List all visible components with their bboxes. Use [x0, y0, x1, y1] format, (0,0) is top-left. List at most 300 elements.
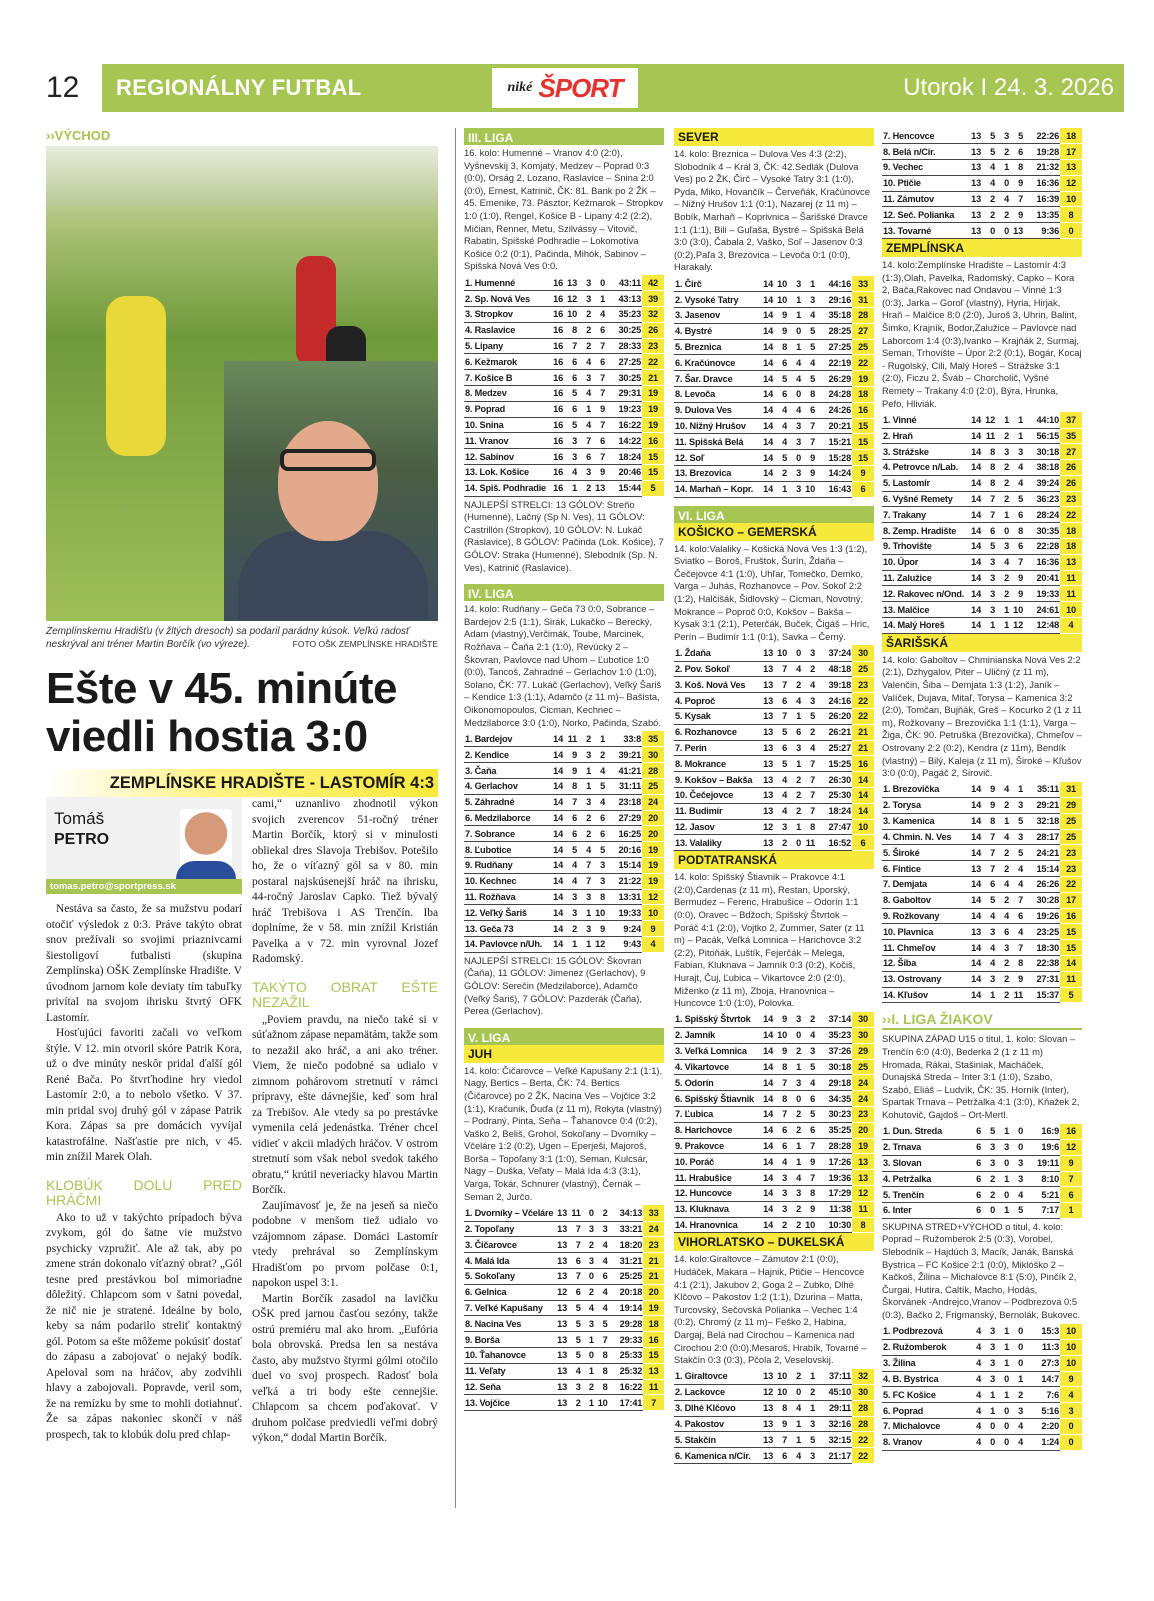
standings-row: [674, 709, 874, 725]
cell-points: 17: [1060, 144, 1082, 160]
standings-row: [674, 1138, 874, 1154]
cell-team: 3. Slovan: [882, 1155, 968, 1171]
cell-score: 27:29: [606, 810, 642, 826]
cell-points: 0: [1060, 1434, 1082, 1450]
standings-row: [882, 570, 1082, 586]
cell-points: 1: [1060, 1203, 1082, 1219]
cell-wins: 1: [774, 481, 788, 497]
cell-team: 9. Prakovce: [674, 1138, 760, 1154]
cell-wins: 9: [774, 323, 788, 339]
cell-played: 14: [760, 1043, 774, 1059]
cell-team: 7. Perín: [674, 740, 760, 756]
cell-draws: 4: [996, 782, 1010, 798]
cell-draws: 4: [788, 1400, 802, 1416]
cell-losses: 2: [802, 1012, 816, 1028]
cell-score: 22:28: [1024, 539, 1060, 555]
cell-wins: 3: [982, 1339, 996, 1355]
cell-team: 6. Poprad: [882, 1403, 968, 1419]
standings-row: [674, 1448, 874, 1464]
issue-date: Utorok I 24. 3. 2026: [903, 74, 1114, 101]
cell-wins: 12: [564, 291, 578, 307]
cell-score: 20:21: [816, 418, 852, 434]
cell-team: 5. Odorín: [674, 1075, 760, 1091]
standings-row: [674, 1075, 874, 1091]
league-column-1: [464, 128, 664, 1411]
cell-score: 34:35: [816, 1091, 852, 1107]
standings-row: [674, 1154, 874, 1170]
standings-row: [882, 191, 1082, 207]
cell-played: 4: [968, 1434, 982, 1450]
cell-points: 26: [1060, 475, 1082, 491]
cell-score: 29:11: [816, 1400, 852, 1416]
cell-losses: 8: [1010, 523, 1024, 539]
cell-wins: 1: [564, 480, 578, 496]
cell-played: 13: [760, 1448, 774, 1464]
cell-losses: 6: [802, 1091, 816, 1107]
league-block: [674, 498, 874, 852]
group-title: JUH: [464, 1045, 664, 1063]
cell-losses: 2: [1010, 1387, 1024, 1403]
cell-points: 15: [852, 418, 874, 434]
cell-points: 15: [1060, 924, 1082, 940]
cell-wins: 6: [564, 826, 578, 842]
cell-score: 30:23: [816, 1107, 852, 1123]
cell-played: 16: [550, 480, 564, 496]
cell-wins: 7: [568, 1268, 582, 1284]
cell-team: 11. Vranov: [464, 433, 550, 449]
cell-draws: 0: [788, 450, 802, 466]
cell-played: 14: [968, 554, 982, 570]
cell-losses: 6: [592, 354, 606, 370]
league-column-3: [882, 128, 1082, 1451]
cell-played: 14: [760, 418, 774, 434]
standings-row: [882, 1155, 1082, 1171]
cell-losses: 5: [1010, 813, 1024, 829]
league-block: [464, 576, 664, 1018]
cell-team: 10. Poráč: [674, 1154, 760, 1170]
cell-points: 13: [1060, 160, 1082, 176]
cell-score: 10:30: [816, 1217, 852, 1233]
cell-losses: 4: [592, 307, 606, 323]
cell-draws: 1: [996, 412, 1010, 428]
cell-points: 23: [852, 677, 874, 693]
cell-losses: 5: [802, 339, 816, 355]
standings-row: [674, 276, 874, 292]
cell-team: 7. Michalovce: [882, 1418, 968, 1434]
cell-team: 1. Podbrezová: [882, 1324, 968, 1340]
cell-points: 18: [1060, 539, 1082, 555]
cell-wins: 7: [982, 861, 996, 877]
cell-wins: 12: [982, 412, 996, 428]
cell-wins: 6: [774, 355, 788, 371]
standings-row: [464, 1221, 664, 1237]
standings-row: [674, 1416, 874, 1432]
cell-wins: 2: [982, 207, 996, 223]
standings-row: [882, 460, 1082, 476]
cell-wins: 7: [982, 829, 996, 845]
cell-points: 19: [642, 857, 664, 873]
cell-points: 20: [643, 1284, 664, 1300]
standings-row: [674, 481, 874, 497]
cell-losses: 0: [1010, 1324, 1024, 1340]
cell-played: 14: [760, 308, 774, 324]
cell-losses: 11: [802, 835, 816, 851]
cell-team: 8. Levoča: [674, 387, 760, 403]
cell-losses: 0: [1010, 1139, 1024, 1155]
cell-losses: 11: [1010, 987, 1024, 1003]
standings-row: [882, 475, 1082, 491]
cell-draws: 4: [996, 877, 1010, 893]
cell-played: 14: [760, 1091, 774, 1107]
cell-played: 13: [760, 740, 774, 756]
cell-losses: 6: [592, 433, 606, 449]
cell-score: 19:11: [1024, 1155, 1060, 1171]
cell-points: 32: [642, 307, 664, 323]
standings-row: [882, 877, 1082, 893]
cell-played: 13: [760, 772, 774, 788]
cell-team: 4. Raslavice: [464, 322, 550, 338]
cell-score: 18:24: [606, 449, 642, 465]
cell-team: 10. Nižný Hrušov: [674, 418, 760, 434]
cell-wins: 11: [564, 731, 578, 747]
cell-losses: 2: [592, 747, 606, 763]
cell-played: 14: [760, 481, 774, 497]
cell-played: 12: [760, 819, 774, 835]
cell-team: 1. Brezovička: [882, 782, 968, 798]
cell-team: 6. Spišský Štiavnik: [674, 1091, 760, 1107]
cell-points: 16: [1060, 908, 1082, 924]
cell-losses: 8: [592, 889, 606, 905]
cell-draws: 4: [788, 1448, 802, 1464]
cell-draws: 1: [996, 1339, 1010, 1355]
standings-row: [882, 924, 1082, 940]
cell-wins: 5: [982, 1124, 996, 1140]
cell-score: 32:18: [1024, 813, 1060, 829]
cell-played: 14: [968, 570, 982, 586]
cell-points: 27: [852, 323, 874, 339]
standings-row: [464, 1395, 664, 1411]
cell-points: 16: [1060, 1124, 1082, 1140]
cell-score: 16:22: [606, 417, 642, 433]
standings-table: [674, 1012, 874, 1234]
standings-row: [882, 829, 1082, 845]
cell-losses: 5: [802, 323, 816, 339]
standings-table: [464, 731, 664, 953]
cell-draws: 0: [996, 1187, 1010, 1203]
cell-points: 4: [1060, 618, 1082, 634]
cell-wins: 6: [774, 740, 788, 756]
cell-team: 3. Stropkov: [464, 307, 550, 323]
cell-losses: 8: [595, 1347, 609, 1363]
cell-score: 28:28: [816, 1138, 852, 1154]
cell-points: 14: [852, 788, 874, 804]
cell-wins: 7: [774, 709, 788, 725]
cell-losses: 7: [595, 1332, 609, 1348]
cell-wins: 11: [568, 1205, 582, 1221]
cell-losses: 2: [802, 724, 816, 740]
cell-score: 26:20: [816, 709, 852, 725]
cell-played: 13: [968, 861, 982, 877]
cell-draws: 2: [788, 803, 802, 819]
cell-losses: 4: [1010, 1434, 1024, 1450]
cell-wins: 0: [982, 1203, 996, 1219]
cell-draws: 2: [996, 845, 1010, 861]
cell-played: 13: [968, 160, 982, 176]
cell-wins: 7: [774, 1075, 788, 1091]
cell-score: 22:26: [1024, 128, 1060, 144]
cell-draws: 1: [788, 1154, 802, 1170]
cell-score: 38:18: [1024, 460, 1060, 476]
cell-played: 14: [760, 1217, 774, 1233]
cell-played: 13: [760, 756, 774, 772]
spacer: [674, 498, 874, 506]
cell-losses: 3: [802, 292, 816, 308]
cell-score: 24:21: [1024, 845, 1060, 861]
cell-points: 16: [642, 433, 664, 449]
cell-played: 16: [550, 386, 564, 402]
cell-points: 19: [642, 842, 664, 858]
cell-losses: 6: [592, 826, 606, 842]
cell-draws: 2: [788, 1122, 802, 1138]
cell-played: 14: [968, 602, 982, 618]
cell-points: 18: [643, 1316, 664, 1332]
cell-played: 16: [550, 307, 564, 323]
cell-wins: 5: [564, 842, 578, 858]
cell-played: 14: [550, 889, 564, 905]
round-results: 14. kolo:Giraltovce – Zámutov 2:1 (0:0), Hudáček, Makara – Hajnik, Ptičie – Hencovce 4:1 (2:1), Jakubov 2, Goga 2 – Zubko, Dlhé Klčovo – Pakostov 1:2 (1:1), Dzurina – Matta, Turcovský, Sečovská Polianka – Vechec 1:4 (0:2), Chromý (z 11 m)– Feško 2, Habina, Dargaj, Belá nad Cirochou – Kamenica nad Cirochou 2:0 (0:0),Mesaroš, Hrabík, Tovarné – Stakčín 0:3 (0:3), Pčola 2, Veselovskij.: [674, 1253, 867, 1366]
cell-played: 12: [760, 1385, 774, 1401]
cell-score: 20:18: [609, 1284, 644, 1300]
cell-losses: 8: [802, 819, 816, 835]
cell-played: 13: [554, 1253, 568, 1269]
region-label: ››VÝCHOD: [46, 128, 111, 143]
cell-wins: 8: [564, 322, 578, 338]
cell-played: 14: [968, 956, 982, 972]
cell-team: 11. Zámutov: [882, 191, 968, 207]
cell-wins: 4: [774, 434, 788, 450]
cell-losses: 1: [1010, 412, 1024, 428]
cell-losses: 9: [1010, 175, 1024, 191]
cell-wins: 2: [564, 921, 578, 937]
cell-losses: 4: [595, 1284, 609, 1300]
standings-row: [674, 1217, 874, 1233]
cell-score: 19:14: [609, 1300, 644, 1316]
cell-losses: 4: [802, 1075, 816, 1091]
cell-points: 30: [642, 747, 664, 763]
cell-team: 6. Medzilaborce: [464, 810, 550, 826]
cell-draws: 2: [996, 987, 1010, 1003]
standings-row: [464, 778, 664, 794]
standings-row: [464, 842, 664, 858]
standings-row: [464, 322, 664, 338]
cell-wins: 5: [982, 128, 996, 144]
cell-wins: 1: [564, 936, 578, 952]
match-photo: [46, 146, 438, 621]
cell-losses: 7: [1010, 191, 1024, 207]
cell-wins: 5: [774, 450, 788, 466]
cell-wins: 10: [774, 1028, 788, 1044]
cell-played: 13: [760, 788, 774, 804]
cell-losses: 4: [1010, 460, 1024, 476]
cell-draws: 2: [788, 788, 802, 804]
standings-row: [464, 810, 664, 826]
standings-row: [674, 292, 874, 308]
standings-row: [464, 1379, 664, 1395]
standings-row: [464, 449, 664, 465]
spacer: [464, 576, 664, 584]
cell-team: 5. Stakčín: [674, 1432, 760, 1448]
cell-wins: 5: [568, 1347, 582, 1363]
cell-played: 13: [760, 835, 774, 851]
cell-score: 30:18: [816, 1059, 852, 1075]
cell-team: 10. Kechnec: [464, 873, 550, 889]
cell-wins: 0: [982, 1434, 996, 1450]
cell-draws: 3: [578, 794, 592, 810]
cell-team: 1. Dvorníky – Včeláre: [464, 1205, 554, 1221]
cell-wins: 0: [982, 1418, 996, 1434]
cell-losses: 8: [1010, 160, 1024, 176]
cell-losses: 10: [595, 1395, 609, 1411]
cell-points: 9: [852, 466, 874, 482]
cell-team: 1. Bardejov: [464, 731, 550, 747]
cell-score: 28:24: [1024, 507, 1060, 523]
cell-team: 12. Veľký Šariš: [464, 905, 550, 921]
cell-team: 12. Seňa: [464, 1379, 554, 1395]
standings-row: [882, 971, 1082, 987]
cell-team: 1. Giraltovce: [674, 1369, 760, 1385]
cell-score: 33:8: [606, 731, 642, 747]
cell-losses: 7: [802, 418, 816, 434]
cell-points: 3: [1060, 1403, 1082, 1419]
cell-score: 19:26: [1024, 908, 1060, 924]
cell-wins: 5: [982, 144, 996, 160]
cell-losses: 7: [802, 788, 816, 804]
cell-played: 14: [550, 936, 564, 952]
standings-row: [464, 936, 664, 952]
cell-score: 25:27: [816, 740, 852, 756]
cell-score: 22:19: [816, 355, 852, 371]
cell-draws: 2: [788, 772, 802, 788]
cell-wins: 6: [564, 354, 578, 370]
cell-points: 13: [852, 1170, 874, 1186]
cell-score: 16:36: [1024, 175, 1060, 191]
cell-wins: 8: [564, 778, 578, 794]
cell-draws: 1: [582, 1395, 595, 1411]
top-scorers: NAJLEPŠÍ STRELCI: 13 GÓLOV: Streňo (Humenné), Lačný (Sp N. Ves), 11 GÓLOV: Castrillón (Stropkov), 10 GÓLOV: N. Lukáč (Raslavice), 8 GÓLOV: Pačinda (Lok. Košice), 7 GÓLOV: Straka (Humenné), Slebodník (Sp. N. Ves), Katrinič (Raslavice).: [464, 498, 664, 573]
cell-losses: 0: [1010, 1124, 1024, 1140]
cell-points: 22: [852, 355, 874, 371]
cell-team: 1. Humenné: [464, 275, 550, 291]
cell-losses: 2: [802, 661, 816, 677]
cell-losses: 1: [802, 276, 816, 292]
cell-wins: 13: [564, 275, 578, 291]
standings-row: [464, 433, 664, 449]
cell-points: 24: [642, 794, 664, 810]
cell-team: 2. Lackovce: [674, 1385, 760, 1401]
cell-team: 12. Jasov: [674, 819, 760, 835]
cell-points: 25: [1060, 813, 1082, 829]
cell-draws: 0: [582, 1205, 595, 1221]
cell-score: 19:28: [1024, 144, 1060, 160]
cell-draws: 1: [582, 1332, 595, 1348]
cell-team: 4. B. Bystrica: [882, 1371, 968, 1387]
cell-played: 13: [554, 1379, 568, 1395]
cell-draws: 4: [788, 371, 802, 387]
cell-losses: 0: [1010, 1355, 1024, 1371]
cell-draws: 1: [578, 401, 592, 417]
cell-wins: 2: [982, 191, 996, 207]
cell-wins: 3: [564, 433, 578, 449]
cell-played: 6: [968, 1203, 982, 1219]
cell-team: 13. Vojčice: [464, 1395, 554, 1411]
cell-score: 39:21: [606, 747, 642, 763]
cell-points: 23: [852, 1107, 874, 1123]
cell-points: 19: [852, 1138, 874, 1154]
cell-points: 14: [852, 772, 874, 788]
standings-row: [464, 731, 664, 747]
cell-wins: 8: [982, 444, 996, 460]
cell-played: 14: [968, 475, 982, 491]
subheading-2: TAKÝTO OBRAT EŠTE NEZAŽIL: [252, 978, 438, 1010]
cell-losses: 4: [802, 740, 816, 756]
cell-played: 14: [760, 450, 774, 466]
cell-losses: 9: [1010, 971, 1024, 987]
headline: Ešte v 45. minúte viedli hostia 3:0: [46, 664, 397, 761]
cell-draws: 2: [788, 677, 802, 693]
cell-score: 19:36: [816, 1170, 852, 1186]
cell-played: 14: [760, 1186, 774, 1202]
standings-row: [882, 523, 1082, 539]
cell-team: 7. Trakany: [882, 507, 968, 523]
cell-wins: 4: [982, 175, 996, 191]
cell-team: 6. Kračúnovce: [674, 355, 760, 371]
cell-wins: 2: [774, 1217, 788, 1233]
cell-score: 45:10: [816, 1385, 852, 1401]
cell-wins: 4: [568, 1363, 582, 1379]
cell-losses: 7: [592, 338, 606, 354]
cell-wins: 7: [774, 661, 788, 677]
cell-losses: 8: [802, 387, 816, 403]
article: [46, 128, 438, 1447]
cell-played: 14: [550, 921, 564, 937]
group-title: KOŠICKO – GEMERSKÁ: [674, 523, 874, 541]
cell-losses: 9: [802, 1154, 816, 1170]
cell-score: 15:14: [606, 857, 642, 873]
cell-losses: 9: [1010, 570, 1024, 586]
cell-score: 17:26: [816, 1154, 852, 1170]
author-email[interactable]: tomas.petro@sportpress.sk: [46, 879, 242, 894]
cell-losses: 4: [592, 794, 606, 810]
cell-wins: 2: [982, 1171, 996, 1187]
cell-losses: 7: [1010, 940, 1024, 956]
cell-losses: 6: [1010, 908, 1024, 924]
cell-played: 14: [760, 387, 774, 403]
cell-losses: 6: [1010, 507, 1024, 523]
standings-row: [674, 835, 874, 851]
cell-score: 25:25: [609, 1268, 644, 1284]
cell-losses: 6: [802, 1122, 816, 1138]
cell-team: 12. Rakovec n/Ond.: [882, 586, 968, 602]
cell-played: 14: [760, 1201, 774, 1217]
cell-team: 6. Inter: [882, 1203, 968, 1219]
cell-played: 14: [968, 845, 982, 861]
standings-row: [882, 1324, 1082, 1340]
cell-points: 24: [852, 1075, 874, 1091]
cell-score: 15:14: [1024, 861, 1060, 877]
league-title: III. LIGA: [464, 128, 664, 145]
cell-points: 29: [1060, 798, 1082, 814]
cell-wins: 0: [982, 223, 996, 239]
